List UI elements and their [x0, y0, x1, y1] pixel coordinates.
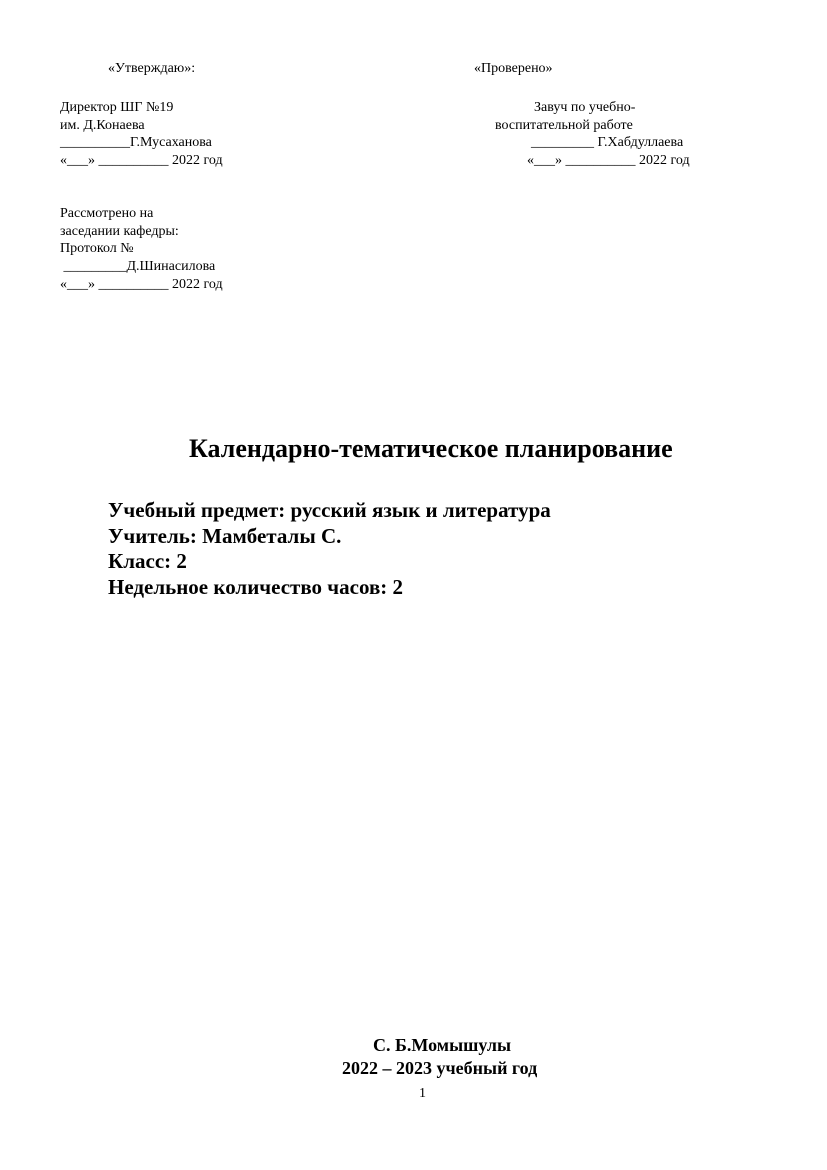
checked-line-1: Завуч по учебно- — [534, 100, 636, 115]
approve-line-4: «___» __________ 2022 год — [60, 153, 223, 168]
hours-line: Недельное количество часов: 2 — [108, 575, 404, 599]
reviewed-line-1: Рассмотрено на — [60, 206, 154, 221]
checked-heading: «Проверено» — [474, 61, 553, 76]
footer-year: 2022 – 2023 учебный год — [342, 1058, 538, 1078]
checked-line-2: воспитательной работе — [495, 118, 633, 133]
approve-line-3: __________Г.Мусаханова — [60, 135, 212, 150]
reviewed-line-4: _________Д.Шинасилова — [60, 259, 216, 274]
page-number: 1 — [419, 1086, 426, 1101]
reviewed-line-3: Протокол № — [60, 241, 134, 256]
subject-line: Учебный предмет: русский язык и литература — [108, 498, 551, 522]
grade-line: Класс: 2 — [108, 549, 187, 573]
approve-line-1: Директор ШГ №19 — [60, 100, 174, 115]
footer-place: С. Б.Момышулы — [373, 1035, 512, 1055]
document-title: Календарно-тематическое планирование — [189, 434, 673, 463]
approve-heading: «Утверждаю»: — [108, 61, 196, 76]
checked-line-3: _________ Г.Хабдуллаева — [531, 135, 684, 150]
approve-line-2: им. Д.Конаева — [60, 118, 145, 133]
checked-line-4: «___» __________ 2022 год — [527, 153, 690, 168]
reviewed-line-5: «___» __________ 2022 год — [60, 277, 223, 292]
teacher-line: Учитель: Мамбеталы С. — [108, 524, 342, 548]
reviewed-line-2: заседании кафедры: — [60, 224, 179, 239]
